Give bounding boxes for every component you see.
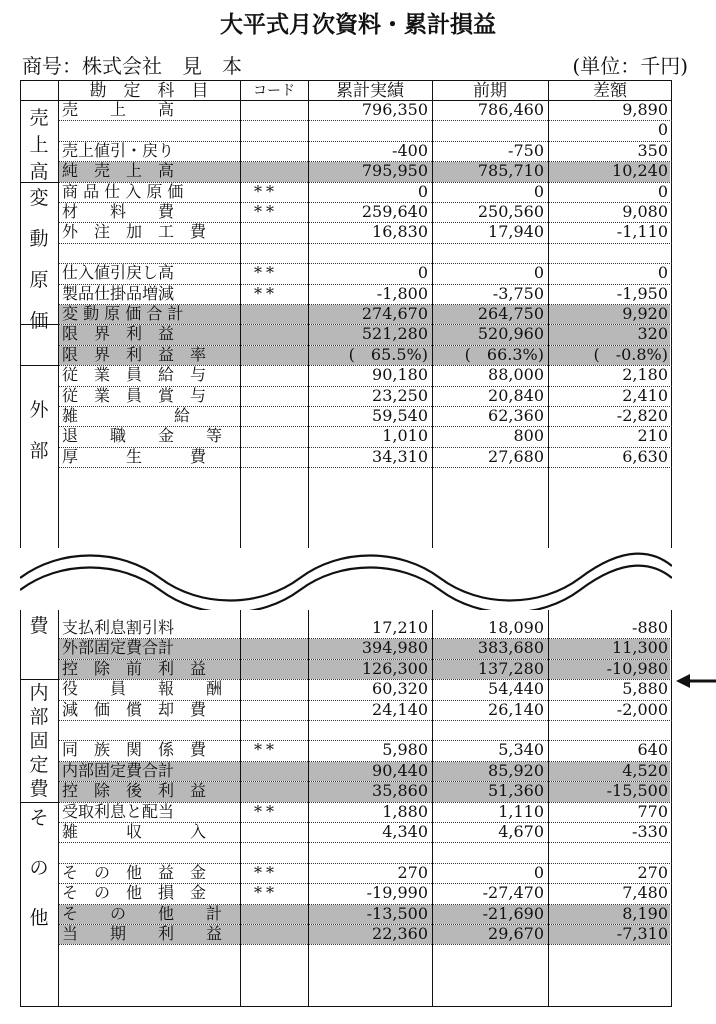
row-value-prev: 250,560	[477, 202, 544, 221]
row-value-cum: 796,350	[361, 100, 428, 119]
row-code: **	[254, 801, 278, 821]
row-value-prev: 786,460	[477, 100, 544, 119]
row-label: 同 族 関 係 費	[62, 740, 207, 760]
row-value-prev: 785,710	[477, 161, 544, 181]
row-value-cum: 394,980	[361, 638, 428, 658]
column-line	[58, 80, 59, 1007]
row-value-diff: 0	[657, 263, 668, 283]
row-value-diff: 0	[657, 120, 668, 140]
row-value-prev: -3,750	[492, 283, 544, 303]
row-value-cum: 34,310	[372, 446, 428, 466]
unit-label: (単位：千円)	[572, 54, 688, 78]
row-label: 売 上 高	[62, 100, 175, 119]
row-value-cum: 60,320	[372, 679, 428, 699]
row-value-cum: 5,980	[382, 740, 428, 760]
category-divider	[20, 679, 58, 680]
row-value-diff: 5,880	[622, 679, 668, 699]
row-value-cum: 126,300	[361, 658, 428, 678]
row-value-cum: 59,540	[372, 406, 428, 425]
row-value-prev: 29,670	[488, 924, 544, 943]
row-value-cum: 0	[417, 263, 428, 283]
row-value-cum: 17,210	[372, 618, 428, 637]
header-cumulative: 累計実績	[336, 81, 404, 101]
category-label-variable: 原	[29, 268, 49, 291]
row-value-diff: -2,000	[616, 699, 668, 719]
row-code: **	[254, 740, 278, 760]
column-line	[308, 80, 309, 1007]
category-label-sales: 高	[29, 161, 49, 183]
row-value-prev: 0	[533, 263, 544, 283]
category-divider	[20, 365, 58, 366]
row-value-cum: 90,180	[372, 365, 428, 385]
row-value-prev: 51,360	[488, 781, 544, 801]
row-value-cum: 35,860	[372, 781, 428, 801]
header-difference: 差額	[593, 81, 627, 101]
row-value-prev: 4,670	[498, 822, 544, 841]
row-value-prev: 54,440	[488, 679, 544, 699]
row-value-diff: 770	[637, 801, 668, 821]
row-label: 減 価 償 却 費	[62, 699, 207, 719]
row-value-cum: 23,250	[372, 385, 428, 405]
row-value-cum: 22,360	[372, 924, 428, 943]
row-value-diff: -880	[632, 618, 668, 637]
row-value-cum: 795,950	[361, 161, 428, 181]
row-value-diff: 10,240	[612, 161, 668, 181]
row-label: 雑 収 入	[62, 822, 207, 841]
row-divider	[58, 467, 672, 468]
row-value-diff: -2,820	[616, 406, 668, 425]
row-value-diff: 640	[637, 740, 668, 760]
row-label: 材 料 費	[62, 202, 175, 221]
row-divider	[58, 720, 672, 721]
category-label-external: 部	[29, 439, 49, 462]
row-value-prev: ( 66.3%)	[464, 344, 544, 364]
row-label: 役 員 報 酬	[62, 679, 223, 699]
category-label-other: の	[29, 856, 49, 879]
row-value-diff: 210	[637, 426, 668, 446]
row-label: 限 界 利 益 率	[62, 344, 207, 364]
row-value-diff: -7,310	[616, 924, 668, 943]
category-label-variable: 価	[29, 309, 49, 332]
row-value-diff: 6,630	[622, 446, 668, 466]
row-value-prev: 520,960	[477, 324, 544, 344]
row-value-prev: 0	[533, 862, 544, 882]
row-value-diff: 8,190	[622, 903, 668, 923]
category-label-external: 費	[29, 615, 49, 637]
row-value-diff: -1,110	[616, 222, 668, 242]
category-label-other: 他	[29, 906, 49, 929]
row-label: 仕入値引戻し高	[62, 263, 175, 283]
row-label: 外部固定費合計	[62, 638, 175, 658]
row-value-prev: 62,360	[488, 406, 544, 425]
column-line	[432, 80, 433, 1007]
row-label: 売上値引・戻り	[62, 140, 175, 160]
column-line	[240, 80, 241, 1007]
row-value-diff: 0	[657, 181, 668, 201]
section-break-wave	[20, 548, 672, 610]
row-label: 変 動 原 価 合 計	[62, 304, 184, 323]
row-value-prev: 85,920	[488, 760, 544, 780]
row-value-cum: 4,340	[382, 822, 428, 841]
category-label-external: 外	[29, 398, 49, 421]
row-value-cum: 24,140	[372, 699, 428, 719]
category-label-variable: 動	[29, 227, 49, 250]
category-label-internal: 定	[29, 754, 49, 777]
row-code: **	[254, 862, 278, 882]
row-divider	[58, 944, 672, 945]
category-label-sales: 売	[29, 107, 49, 129]
row-label: 内部固定費合計	[62, 760, 175, 780]
row-label: 従 業 員 給 与	[62, 365, 207, 385]
row-value-diff: 9,920	[622, 304, 668, 323]
category-label-internal: 内	[29, 682, 49, 705]
row-label: 支払利息割引料	[62, 618, 175, 637]
row-value-diff: -10,980	[606, 658, 668, 678]
company-name: 商号：株式会社 見 本	[22, 54, 242, 78]
row-value-prev: 18,090	[488, 618, 544, 637]
row-label: 退 職 金 等	[62, 426, 223, 446]
row-value-diff: 4,520	[622, 760, 668, 780]
row-code: **	[254, 202, 278, 221]
row-label: そ の 他 計	[62, 903, 223, 923]
category-label-variable: 変	[29, 186, 49, 209]
row-value-prev: 0	[533, 181, 544, 201]
row-label: 限 界 利 益	[62, 324, 175, 344]
row-value-diff: 2,410	[622, 385, 668, 405]
row-value-cum: 90,440	[372, 760, 428, 780]
row-value-diff: 7,480	[622, 883, 668, 903]
row-value-diff: 270	[637, 862, 668, 882]
row-value-prev: 26,140	[488, 699, 544, 719]
row-value-cum: -1,800	[376, 283, 428, 303]
category-label-other: そ	[29, 806, 49, 829]
row-code: **	[254, 263, 278, 283]
category-divider	[20, 802, 58, 803]
row-code: **	[254, 883, 278, 903]
row-value-prev: 1,110	[498, 801, 544, 821]
row-value-cum: -400	[392, 140, 428, 160]
row-value-diff: 320	[637, 324, 668, 344]
row-value-cum: 0	[417, 181, 428, 201]
row-value-diff: 350	[637, 140, 668, 160]
row-value-prev: -21,690	[482, 903, 544, 923]
row-value-prev: 5,340	[498, 740, 544, 760]
arrow-left-icon	[676, 672, 716, 690]
row-divider	[58, 842, 672, 843]
row-label: 商 品 仕 入 原 価	[62, 181, 184, 201]
row-divider	[58, 243, 672, 244]
header-previous: 前期	[473, 81, 507, 101]
row-value-cum: 259,640	[361, 202, 428, 221]
row-value-diff: 2,180	[622, 365, 668, 385]
row-label: 受取利息と配当	[62, 801, 175, 821]
row-value-cum: 1,880	[382, 801, 428, 821]
row-value-cum: 1,010	[382, 426, 428, 446]
row-value-cum: -13,500	[366, 903, 428, 923]
row-value-cum: 521,280	[361, 324, 428, 344]
row-value-cum: 270	[397, 862, 428, 882]
category-label-sales: 上	[29, 134, 49, 156]
row-label: 控 除 前 利 益	[62, 658, 207, 678]
row-label: 厚 生 費	[62, 446, 207, 466]
category-label-internal: 固	[29, 730, 49, 753]
row-value-prev: 800	[513, 426, 544, 446]
row-value-prev: 383,680	[477, 638, 544, 658]
row-label: そ の 他 益 金	[62, 862, 207, 882]
row-value-diff: -15,500	[606, 781, 668, 801]
row-value-cum: 16,830	[372, 222, 428, 242]
row-value-cum: 274,670	[361, 304, 428, 323]
row-label: 製品仕掛品増減	[62, 283, 175, 303]
column-line	[548, 80, 549, 1007]
category-label-internal: 費	[29, 778, 49, 801]
page-title: 大平式月次資料・累計損益	[220, 12, 496, 38]
header-code: コード	[253, 83, 295, 99]
row-value-diff: ( -0.8%)	[593, 344, 668, 364]
row-value-prev: -750	[508, 140, 544, 160]
row-value-prev: 27,680	[488, 446, 544, 466]
row-value-diff: 11,300	[612, 638, 668, 658]
row-value-diff: 9,890	[622, 100, 668, 119]
row-label: 雑 給	[62, 406, 191, 425]
row-label: 当 期 利 益	[62, 924, 223, 943]
category-label-internal: 部	[29, 706, 49, 729]
row-value-prev: 88,000	[488, 365, 544, 385]
row-label: 従 業 員 賞 与	[62, 385, 207, 405]
row-label: 純 売 上 高	[62, 161, 175, 181]
row-label: そ の 他 損 金	[62, 883, 207, 903]
row-value-diff: -330	[632, 822, 668, 841]
row-value-diff: -1,950	[616, 283, 668, 303]
row-value-cum: ( 65.5%)	[348, 344, 428, 364]
row-value-prev: 20,840	[488, 385, 544, 405]
row-value-cum: -19,990	[366, 883, 428, 903]
row-value-prev: 17,940	[488, 222, 544, 242]
row-value-prev: 264,750	[477, 304, 544, 323]
row-code: **	[254, 181, 278, 201]
row-value-prev: 137,280	[477, 658, 544, 678]
row-label: 外 注 加 工 費	[62, 222, 207, 242]
header-item: 勘 定 科 目	[89, 81, 209, 101]
row-label: 控 除 後 利 益	[62, 781, 207, 801]
row-value-prev: -27,470	[482, 883, 544, 903]
row-code: **	[254, 283, 278, 303]
row-value-diff: 9,080	[622, 202, 668, 221]
